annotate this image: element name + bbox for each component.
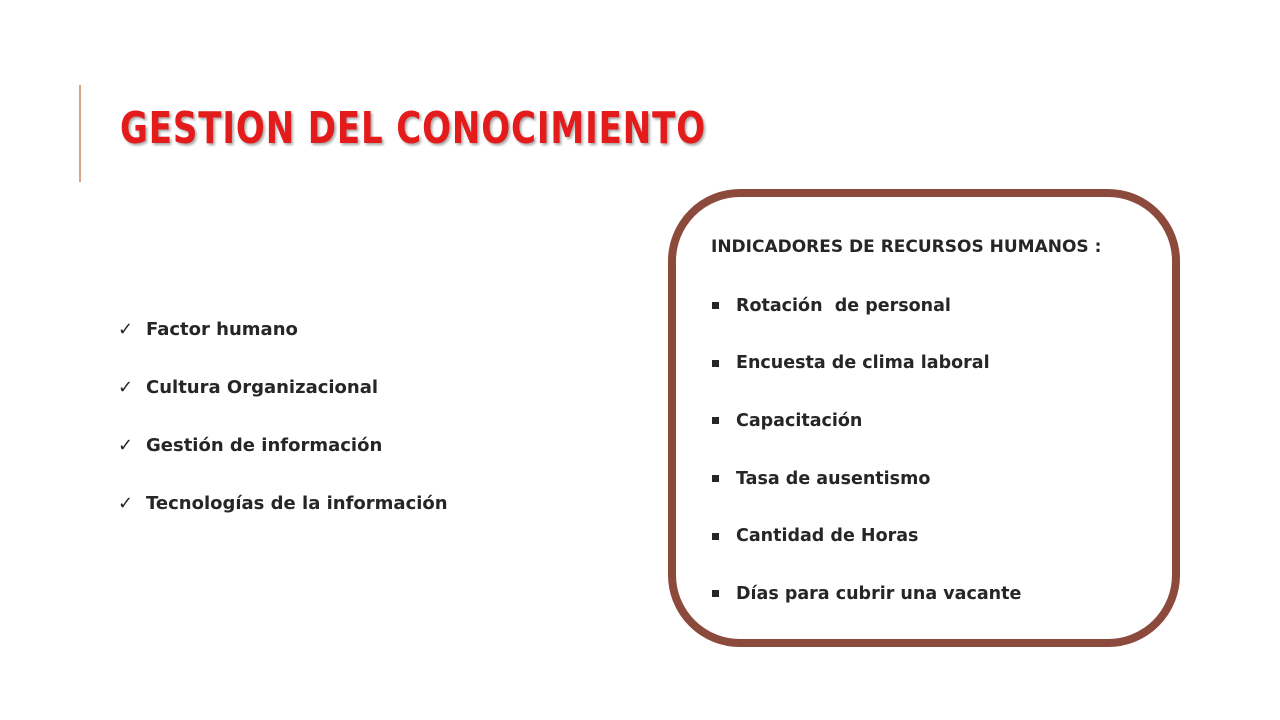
factor-item [118, 300, 448, 358]
indicators-box [668, 189, 1180, 647]
slide-title: GESTION DEL CONOCIMIENTO [120, 103, 707, 154]
factor-item-label: Gestión de información [146, 434, 383, 456]
indicator-item-label: Rotación de personal [736, 295, 951, 316]
indicator-item [712, 392, 1021, 450]
square-bullet-icon [712, 590, 719, 597]
indicator-item-label: Tasa de ausentismo [736, 468, 931, 489]
factor-item [118, 474, 448, 532]
factor-item-label: Cultura Organizacional [146, 376, 379, 398]
square-bullet-icon [712, 533, 719, 540]
check-icon: ✓ [118, 492, 134, 514]
square-bullet-icon [712, 302, 719, 309]
indicators-list [712, 277, 1021, 623]
check-icon: ✓ [118, 376, 134, 398]
indicator-item [712, 277, 1021, 335]
square-bullet-icon [712, 417, 719, 424]
indicator-item [712, 565, 1021, 623]
indicator-item-label: Encuesta de clima laboral [736, 353, 990, 374]
indicator-item [712, 507, 1021, 565]
check-icon: ✓ [118, 318, 134, 340]
check-icon: ✓ [118, 434, 134, 456]
indicator-item-label: Cantidad de Horas [736, 526, 919, 547]
factor-item-label: Tecnologías de la información [146, 492, 448, 514]
indicator-item-label: Días para cubrir una vacante [736, 583, 1022, 604]
factor-item [118, 416, 448, 474]
indicator-item-label: Capacitación [736, 410, 863, 431]
factor-item [118, 358, 448, 416]
title-accent-bar [79, 85, 81, 182]
factor-item-label: Factor humano [146, 318, 298, 340]
factors-list [118, 300, 448, 532]
square-bullet-icon [712, 360, 719, 367]
square-bullet-icon [712, 475, 719, 482]
indicators-title: INDICADORES DE RECURSOS HUMANOS : [711, 237, 1102, 257]
indicator-item [712, 450, 1021, 508]
indicator-item [712, 335, 1021, 393]
